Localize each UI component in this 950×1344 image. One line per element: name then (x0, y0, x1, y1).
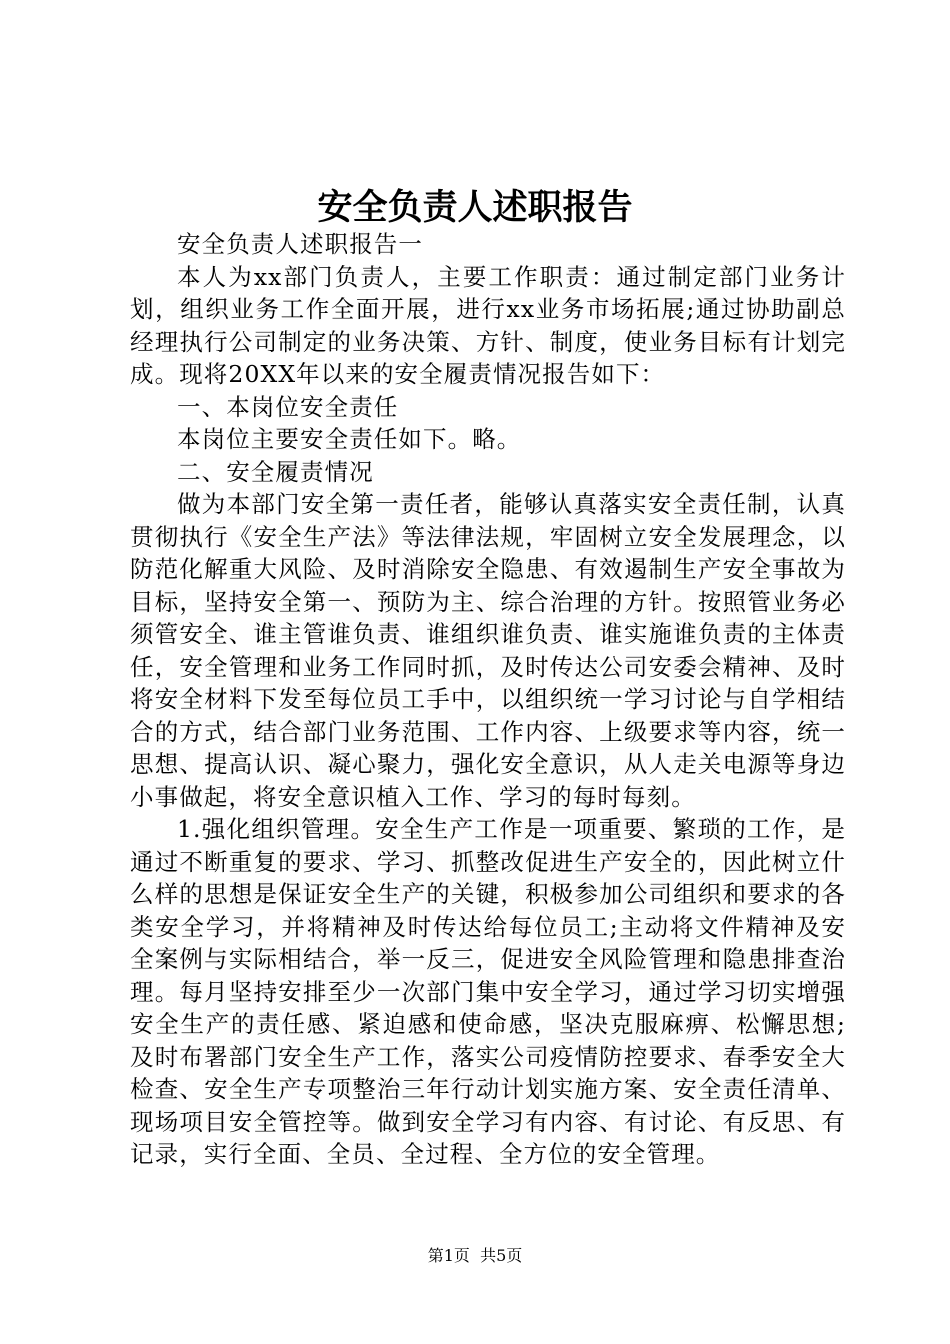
section-heading-performance: 二、安全履责情况 (177, 457, 374, 486)
paragraph-organization-management: 1.强化组织管理。安全生产工作是一项重要、繁琐的工作，是通过不断重复的要求、学习、抓整改促进生产安全的，因此树立什么样的思想是保证安全生产的关键，积极参加公司组织和要求的各类安全学习，并将精神及时传达给每位员工;主动将文件精神及安全案例与实际相结合，举一反三，促进安全风险管理和隐患排查治理。每月坚持安排至少一次部门集中安全学习，通过学习切实增强安全生产的责任感、紧迫感和使命感，坚决克服麻痹、松懈思想;及时布署部门安全生产工作，落实公司疫情防控要求、春季安全大检查、安全生产专项整治三年行动计划实施方案、安全责任清单、现场项目安全管控等。做到安全学习有内容、有讨论、有反思、有记录，实行全面、全员、全过程、全方位的安全管理。 (130, 815, 846, 1168)
document-body (130, 228, 846, 1171)
section-heading-responsibility: 一、本岗位安全责任 (177, 392, 399, 421)
paragraph-responsibility: 本岗位主要安全责任如下。略。 (177, 425, 522, 453)
document-title: 安全负责人述职报告 (317, 187, 633, 228)
section-heading-report-one: 安全负责人述职报告一 (177, 230, 423, 258)
page-number: 第1页 共5页 (427, 1246, 523, 1265)
paragraph-performance: 做为本部门安全第一责任者，能够认真落实安全责任制，认真贯彻执行《安全生产法》等法律法规，牢固树立安全发展理念，以防范化解重大风险、及时消除安全隐患、有效遏制生产安全事故为目标，坚持安全第一、预防为主、综合治理的方针。按照管业务必须管安全、谁主管谁负责、谁组织谁负责、谁实施谁负责的主体责任，安全管理和业务工作同时抓，及时传达公司安委会精神、及时将安全材料下发至每位员工手中，以组织统一学习讨论与自学相结合的方式，结合部门业务范围、工作内容、上级要求等内容，统一思想、提高认识、凝心聚力，强化安全意识，从人走关电源等身边小事做起，将安全意识植入工作、学习的每时每刻。 (130, 490, 846, 811)
paragraph-introduction: 本人为xx部门负责人，主要工作职责：通过制定部门业务计划，组织业务工作全面开展，进行xx业务市场拓展;通过协助副总经理执行公司制定的业务决策、方针、制度，使业务目标有计划完成。现将20XX年以来的安全履责情况报告如下： (130, 262, 846, 388)
page-footer (0, 1246, 950, 1266)
